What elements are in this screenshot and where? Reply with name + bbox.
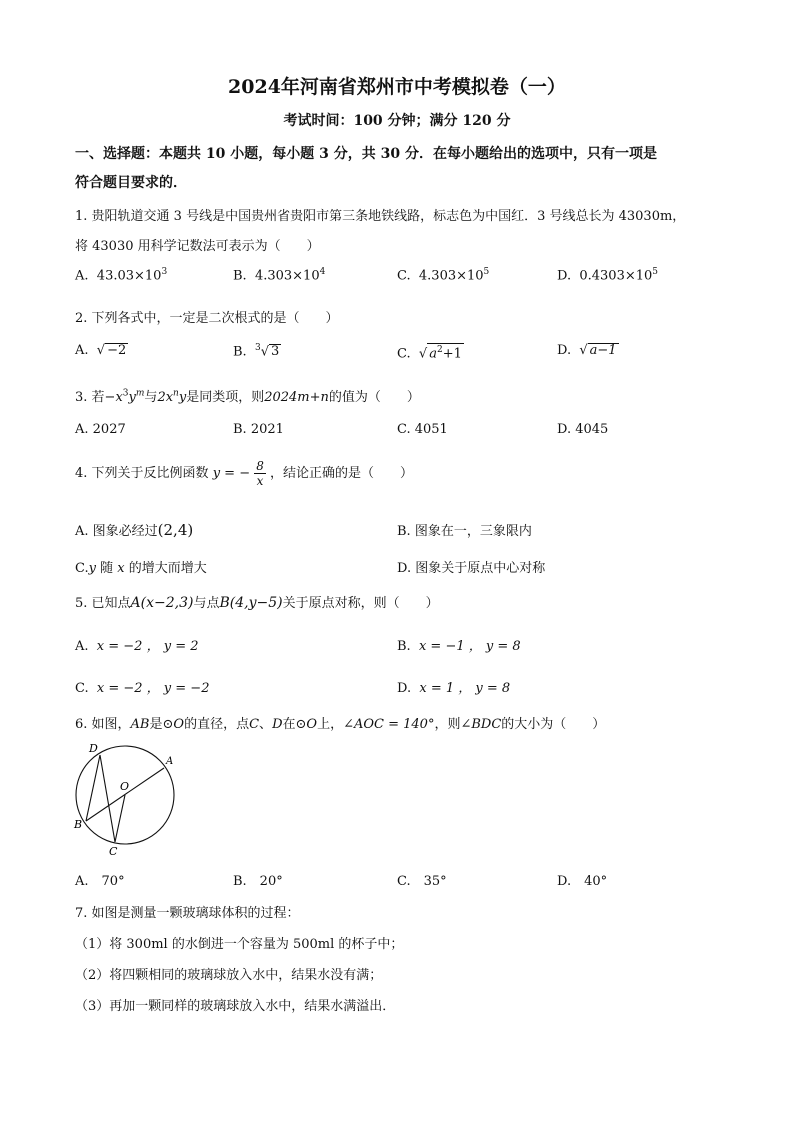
q2-option-d: D. √ a−1 [557,343,617,358]
q3-option-c: C. 4051 [397,422,448,437]
q3-option-a: A. 2027 [75,422,126,437]
q3-stem: 3. 若$-x^3y^m$与$2x^ny$是同类项，则2024m+n的值为（ ） [75,388,420,405]
q2-option-c: C. √ $a^2+1$ [397,345,462,362]
label-a: A [166,756,174,767]
q5-option-c: C. x = −2 ， y = −2 [75,681,210,696]
q2-stem: 2. 下列各式中，一定是二次根式的是（ ） [75,311,339,326]
q6-circle-figure [68,740,188,858]
q6-option-c: C. 35° [397,874,447,889]
page-title: 2024年河南省郑州市中考模拟卷（一） [228,76,566,98]
q4-option-d: D. 图象关于原点中心对称 [397,561,546,576]
label-o: O [120,780,130,793]
q3-option-d: D. 4045 [557,422,609,437]
q6-option-a: A. 70° [75,874,125,889]
label-d: D [89,742,98,755]
q5-option-b: B. x = −1 ， y = 8 [397,639,521,654]
radius-oc [115,795,125,842]
q4-fraction: $\frac{8}{x}$ [256,459,264,488]
exam-info: 考试时间：100 分钟；满分 120 分 [283,113,511,129]
segment-dc [100,755,115,842]
q1-option-b: B. $4.303\times 10^4$ [233,267,326,284]
q5-stem: 5. 已知点A(x−2,3)与点B(4,y−5)关于原点对称，则（ ） [75,595,439,611]
q1-option-c: C. $4.303\times 10^5$ [397,267,490,284]
q4-option-a: A. 图象必经过(2,4) [75,521,194,539]
label-b: B [74,818,83,831]
q1-stem-line2: 将 43030 用科学记数法可表示为（ ） [75,239,320,254]
q1-option-d: D. $0.4303\times 10^5$ [557,267,659,284]
label-c: C [109,845,118,858]
q6-stem: 6. 如图，AB是⊙O的直径，点C、D在⊙O上，∠AOC = 140°，则∠BDC的大小为（ ） [75,717,606,732]
section-heading-line1: 一、选择题：本题共 10 小题，每小题 3 分，共 30 分．在每小题给出的选项中，只有一项是 [75,146,657,162]
diameter-ab [86,768,164,821]
segment-db [86,755,100,821]
q6-option-d: D. 40° [557,874,608,889]
q4-option-b: B. 图象在一，三象限内 [397,524,532,539]
q5-option-d: D. x = 1 ， y = 8 [397,681,511,696]
q7-step-2: （2）将四颗相同的玻璃球放入水中，结果水没有满； [75,968,383,983]
section-heading-line2: 符合题目要求的． [75,175,187,191]
q4-option-c: C.y 随 x 的增大而增大 [75,561,207,576]
q3-option-b: B. 2021 [233,422,284,437]
q1-stem-line1: 1. 贵阳轨道交通 3 号线是中国贵州省贵阳市第三条地铁线路，标志色为中国红．3 号线总长为 43030m， [75,209,686,224]
q4-stem: 4. 下列关于反比例函数 y = − $\frac{8}{x}$ ，结论正确的是（ ） [75,459,414,488]
q7-step-3: （3）再加一颗同样的玻璃球放入水中，结果水满溢出． [75,999,396,1014]
q2-option-b: B. $^3$√ 3 [233,343,280,360]
q2-option-a: A. √ −2 [75,343,127,358]
q7-step-1: （1）将 300ml 的水倒进一个容量为 500ml 的杯子中； [75,937,404,952]
q6-option-b: B. 20° [233,874,283,889]
q7-stem: 7. 如图是测量一颗玻璃球体积的过程： [75,906,300,921]
q1-option-a: A. $43.03\times 10^3$ [75,267,168,284]
q5-option-a: A. x = −2 ， y = 2 [75,639,199,654]
